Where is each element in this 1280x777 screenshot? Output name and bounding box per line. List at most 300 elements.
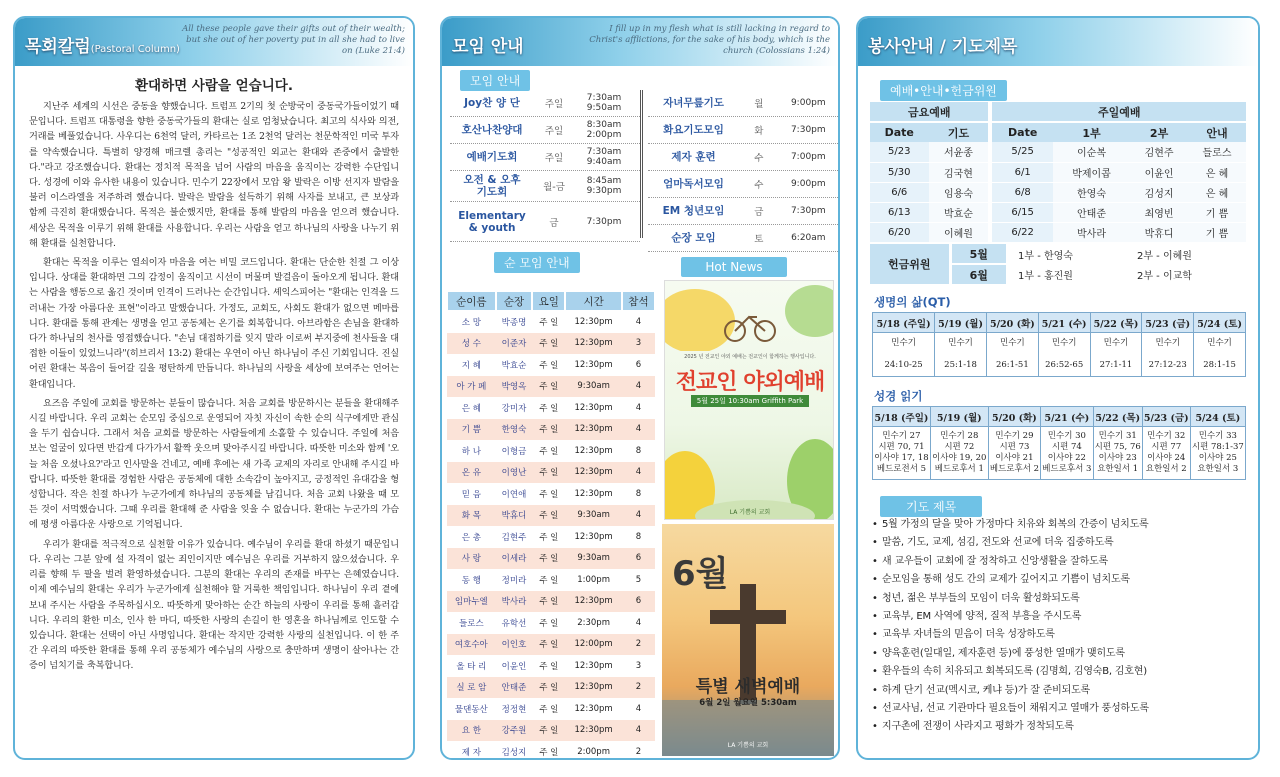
service-cell: 은 혜 [1188, 162, 1246, 182]
meeting-row [450, 90, 640, 117]
reading-line: 이사야 19, 20 [932, 453, 987, 463]
soon-cell: 제 자 [447, 741, 496, 760]
meeting-time: 7:00pm [790, 152, 826, 162]
meetings-pill: 모임 안내 [460, 70, 530, 91]
qt-book: 민수기 [1142, 333, 1194, 355]
soon-row [447, 634, 655, 656]
meeting-time: 8:30am 2:00pm [586, 120, 622, 140]
offering-second: 2부 - 이혜원 [1136, 250, 1192, 262]
soon-cell: 5 [622, 569, 655, 591]
reading-cell [873, 427, 931, 480]
qt-book: 민수기 [1090, 333, 1142, 355]
service-cell: 이윤인 [1130, 162, 1188, 182]
service-cell: 5/25 [990, 142, 1053, 162]
meeting-row [648, 90, 838, 117]
prayer-list [872, 516, 1248, 737]
pastor-column-title: 목회칼럼 [25, 37, 91, 57]
service-subheader: 기도 [929, 122, 991, 142]
prayer-pill: 기도 제목 [880, 496, 982, 517]
meeting-row [450, 202, 640, 242]
service-cell: 최영빈 [1130, 202, 1188, 222]
service-cell: 안태준 [1053, 202, 1130, 222]
soon-cell: 성 수 [447, 333, 496, 355]
soon-cell: 3 [622, 333, 655, 355]
service-cell: 6/13 [870, 202, 929, 222]
meeting-day: 주일 [544, 126, 564, 137]
soon-cell: 올 타 리 [447, 655, 496, 677]
soon-cell: 4 [622, 419, 655, 441]
meeting-time: 9:00pm [790, 98, 826, 108]
qt-book: 민수기 [1038, 333, 1090, 355]
reading-table [872, 406, 1246, 480]
reading-line: 시편 72 [944, 442, 975, 452]
soon-cell: 9:30am [565, 505, 622, 527]
soon-cell: 유학선 [496, 612, 533, 634]
service-cell: 들로스 [1188, 142, 1246, 162]
reading-line: 베드로전서 5 [876, 464, 927, 474]
soon-row [447, 440, 655, 462]
soon-cell: 4 [622, 505, 655, 527]
soon-cell: 이준자 [496, 333, 533, 355]
soon-cell: 임마누엘 [447, 591, 496, 613]
soon-cell: 12:30pm [565, 655, 622, 677]
meeting-time: 8:45am 9:30pm [586, 176, 622, 196]
dawn-service-poster [662, 524, 834, 756]
service-cell: 5/30 [870, 162, 929, 182]
qt-book: 민수기 [986, 333, 1038, 355]
soon-cell: 주 일 [532, 720, 565, 742]
soon-cell: 동 행 [447, 569, 496, 591]
qt-header: 5/18 (주일) [873, 313, 935, 333]
offering-table [870, 244, 1246, 284]
reading-cell [1190, 427, 1245, 480]
meeting-time: 9:00pm [790, 179, 826, 189]
service-cell: 김성지 [1130, 182, 1188, 202]
column-paragraph: 우리가 환대를 적극적으로 실천할 이유가 있습니다. 예수님이 우리를 환대 하셨기 때문입니다. 우리는 그분 앞에 설 자격이 없는 죄인이지만 예수님은 우리를 거부하지 않으셨습니다. 우리를 향해 두 팔을 벌려 환영하셨습니다. 그분의 환대는 우리의 존재를 바꾸는 은혜였습니다. 이제 예수님의 환대는 우리가 누군가에게 실천해야 할 거룩한 책임입니다. 하나님이 우리 곁에 보내 주시는 사람을 주목하십시오. 따뜻하게 맞아하는 순간 하늘의 사랑이 우리를 통해 흘러갑니다. 우리의 환한 미소, 인사 한 마디, 따뜻한 사랑의 손길이 한 영혼을 하나님께로 인도할 수 있습니다. 환대는 선택이 아닌 사명입니다. 환대는 작지만 강력한 사랑의 실천입니다. 이 한 주간 우리의 따뜻한 환대를 통해 우리 공동체가 예수님의 사랑으로 충만하며 생명이 살아나는 간증이 넘치기를 축복합니다. [29, 539, 399, 672]
soon-header: 참석 [622, 291, 655, 311]
meetings-header [442, 18, 838, 66]
reading-line: 시편 70, 71 [878, 442, 925, 452]
soon-cell: 주 일 [532, 462, 565, 484]
meeting-row [450, 171, 640, 202]
soon-row [447, 569, 655, 591]
reading-line: 민수기 31 [1098, 431, 1137, 441]
qt-header: 5/21 (수) [1038, 313, 1090, 333]
qt-book: 민수기 [935, 333, 987, 355]
prayer-item: • 지구촌에 전쟁이 사라지고 평화가 정착되도록 [872, 718, 1248, 736]
soon-cell: 주 일 [532, 354, 565, 376]
service-cell: 박사라 [1053, 222, 1130, 242]
soon-cell: 실 로 암 [447, 677, 496, 699]
qt-book: 민수기 [1194, 333, 1246, 355]
meeting-name: 예배기도회 [466, 151, 518, 163]
soon-cell: 12:30pm [565, 311, 622, 333]
soon-cell: 주 일 [532, 526, 565, 548]
soon-cell: 믿 음 [447, 483, 496, 505]
soon-cell: 12:30pm [565, 419, 622, 441]
soon-cell: 들로스 [447, 612, 496, 634]
soon-cell: 6 [622, 591, 655, 613]
qt-header: 5/24 (토) [1194, 313, 1246, 333]
soon-cell: 4 [622, 698, 655, 720]
reading-line: 시편 74 [1051, 442, 1082, 452]
meeting-day: 주일 [544, 99, 564, 110]
soon-cell: 12:30pm [565, 591, 622, 613]
soon-cell: 4 [622, 376, 655, 398]
meeting-name: 제자 훈련 [671, 151, 716, 163]
meeting-name: 엄마독서모임 [663, 178, 724, 190]
poster1-title: 전교인 야외예배 [675, 370, 825, 395]
soon-cell: 주 일 [532, 634, 565, 656]
poster2-title: 특별 새벽예배 [695, 677, 801, 697]
pastor-column-verse: All these people gave their gifts out of their wealth; but she out of her poverty put in all she had to live on (Luke 21:4) [182, 24, 405, 56]
reading-cell [930, 427, 988, 480]
reading-line: 민수기 30 [1047, 431, 1086, 441]
soon-cell: 박종명 [496, 311, 533, 333]
soon-cell: 9:30am [565, 548, 622, 570]
poster1-place: Griffith Park [761, 397, 804, 405]
soon-cell: 이인호 [496, 634, 533, 656]
meeting-time: 7:30pm [790, 125, 826, 135]
soon-cell: 박휴디 [496, 505, 533, 527]
qt-header: 5/20 (화) [986, 313, 1038, 333]
prayer-item: • 5월 가정의 달을 맞아 가정마다 치유와 회복의 간증이 넘치도록 [872, 516, 1248, 534]
meeting-time: 6:20am [791, 233, 826, 243]
service-cell: 박제이콥 [1053, 162, 1130, 182]
soon-cell: 주 일 [532, 311, 565, 333]
service-subheader: 1부 [1053, 122, 1130, 142]
soon-row [447, 612, 655, 634]
meeting-name: Joy찬 양 단 [464, 97, 520, 109]
soon-cell: 주 일 [532, 483, 565, 505]
soon-cell: 강미자 [496, 397, 533, 419]
soon-row [447, 397, 655, 419]
soon-cell: 12:30pm [565, 698, 622, 720]
soon-cell: 4 [622, 720, 655, 742]
soon-cell: 박사라 [496, 591, 533, 613]
prayer-item: • 새 교우들이 교회에 잘 정착하고 신앙생활을 잘하도록 [872, 553, 1248, 571]
soon-cell: 김현주 [496, 526, 533, 548]
soon-cell: 12:30pm [565, 462, 622, 484]
meeting-name: 화요기도모임 [663, 124, 724, 136]
service-cell: 박효순 [929, 202, 991, 222]
soon-cell: 화 목 [447, 505, 496, 527]
soon-cell: 한영숙 [496, 419, 533, 441]
prayer-item: • 말씀, 기도, 교제, 섬김, 전도와 선교에 더욱 집중하도록 [872, 534, 1248, 552]
pastor-column-heading: 환대하면 사람을 얻습니다. [135, 78, 293, 94]
meeting-day: 금 [754, 207, 764, 218]
meeting-name: 오전 & 오후 기도회 [463, 174, 521, 198]
reading-header: 5/18 (주일) [873, 407, 931, 427]
soon-cell: 정정현 [496, 698, 533, 720]
reading-line: 요한일서 2 [1145, 464, 1187, 474]
soon-cell: 8 [622, 483, 655, 505]
qt-title: 생명의 삶(QT) [874, 295, 951, 309]
soon-cell: 은 총 [447, 526, 496, 548]
service-subheader: Date [870, 122, 929, 142]
soon-row [447, 677, 655, 699]
pastor-column-body [15, 66, 413, 675]
soon-row [447, 698, 655, 720]
reading-line: 민수기 27 [882, 431, 921, 441]
soon-row [447, 311, 655, 333]
pastor-column-panel [13, 16, 415, 760]
service-subheader: 2부 [1130, 122, 1188, 142]
poster1-date: 5월 25일 10:30am [696, 397, 760, 405]
soon-cell: 12:30pm [565, 483, 622, 505]
qt-ref: 26:1-51 [986, 355, 1038, 377]
soon-cell: 주 일 [532, 419, 565, 441]
meeting-row [450, 117, 640, 144]
soon-row [447, 720, 655, 742]
service-cell: 5/23 [870, 142, 929, 162]
soon-cell: 온 유 [447, 462, 496, 484]
reading-line: 시편 73 [999, 442, 1030, 452]
reading-line: 이사야 22 [1047, 453, 1086, 463]
soon-cell: 기 쁨 [447, 419, 496, 441]
qt-ref: 26:52-65 [1038, 355, 1090, 377]
service-table [870, 102, 1246, 243]
soon-cell: 주 일 [532, 655, 565, 677]
meeting-row [648, 225, 838, 252]
soon-cell: 6 [622, 354, 655, 376]
prayer-item: • 하계 단기 선교(멕시코, 케냐 등)가 잘 준비되도록 [872, 682, 1248, 700]
pastor-column-header [15, 18, 413, 66]
offering-label: 헌금위원 [870, 244, 950, 284]
soon-cell: 12:30pm [565, 720, 622, 742]
meeting-name: 자녀무릎기도 [663, 97, 724, 109]
meetings-verse: I fill up in my flesh what is still lacking in regard to Christ's afflictions, for the sake of his body, which is the church (Colossians 1:24) [589, 24, 830, 56]
meeting-row [648, 144, 838, 171]
reading-header: 5/22 (목) [1093, 407, 1142, 427]
meeting-day: 금 [549, 217, 559, 229]
service-cell: 6/22 [990, 222, 1053, 242]
service-cell: 6/15 [990, 202, 1053, 222]
service-panel [856, 16, 1260, 760]
soon-row [447, 419, 655, 441]
meetings-right-list [648, 90, 838, 252]
soon-cell: 6 [622, 548, 655, 570]
soon-row [447, 741, 655, 760]
reading-line: 민수기 29 [995, 431, 1034, 441]
soon-cell: 12:00pm [565, 634, 622, 656]
poster2-month: 6월 [672, 554, 729, 594]
service-row [870, 202, 1246, 222]
soon-cell: 박영옥 [496, 376, 533, 398]
flowers-illustration [665, 421, 834, 520]
meeting-row [648, 117, 838, 144]
service-cell: 은 혜 [1188, 182, 1246, 202]
service-cell: 한영숙 [1053, 182, 1130, 202]
service-subheader: 안내 [1188, 122, 1246, 142]
service-cell: 김현주 [1130, 142, 1188, 162]
service-cell: 이혜원 [929, 222, 991, 242]
soon-cell: 은 혜 [447, 397, 496, 419]
soon-cell: 주 일 [532, 333, 565, 355]
meeting-day: 화 [754, 126, 764, 137]
soon-cell: 2 [622, 677, 655, 699]
outdoor-worship-poster [664, 280, 834, 520]
soon-cell: 주 일 [532, 376, 565, 398]
service-cell: 서윤종 [929, 142, 991, 162]
qt-header: 5/22 (목) [1090, 313, 1142, 333]
meeting-day: 수 [754, 180, 764, 191]
meetings-divider [640, 90, 643, 238]
soon-cell: 12:30pm [565, 677, 622, 699]
bicycle-illustration [665, 281, 834, 351]
service-cell: 박휴디 [1130, 222, 1188, 242]
reading-header: 5/23 (금) [1142, 407, 1190, 427]
offering-first: 1부 - 홍진원 [1018, 270, 1073, 282]
reading-header: 5/19 (월) [930, 407, 988, 427]
reading-line: 이사야 24 [1147, 453, 1186, 463]
service-cell: 6/6 [870, 182, 929, 202]
cross-illustration [662, 524, 834, 756]
prayer-item: • 교육부 자녀들의 믿음이 더욱 성장하도록 [872, 626, 1248, 644]
prayer-item: • 양육훈련(일대일, 제자훈련 등)에 풍성한 열매가 맺히도록 [872, 645, 1248, 663]
service-row [870, 142, 1246, 162]
meeting-day: 월-금 [543, 182, 565, 193]
soon-row [447, 505, 655, 527]
soon-cell: 주 일 [532, 612, 565, 634]
reading-line: 민수기 28 [940, 431, 979, 441]
service-cell: 6/8 [990, 182, 1053, 202]
offering-second: 2부 - 이교학 [1136, 270, 1192, 282]
soon-header: 요일 [532, 291, 565, 311]
prayer-item: • 환우들의 속히 치유되고 회복되도록 (김명희, 김영숙B, 김호현) [872, 663, 1248, 681]
meeting-row [450, 144, 640, 171]
soon-cell: 4 [622, 612, 655, 634]
soon-cell: 안태준 [496, 677, 533, 699]
offering-month: 5월 [950, 244, 1006, 264]
poster2-org: LA 기쁨의 교회 [727, 742, 769, 749]
prayer-item: • 선교사님, 선교 기관마다 필요들이 채워지고 열매가 풍성하도록 [872, 700, 1248, 718]
soon-cell: 아 가 페 [447, 376, 496, 398]
meeting-name: Elementary & youth [458, 209, 526, 234]
soon-row [447, 376, 655, 398]
meeting-time: 7:30am 9:50am [586, 93, 622, 113]
meeting-name: 호산나찬양대 [461, 124, 523, 136]
soon-table [446, 290, 656, 760]
soon-header: 순이름 [447, 291, 496, 311]
soon-cell: 12:30pm [565, 440, 622, 462]
service-cell: 기 쁨 [1188, 202, 1246, 222]
soon-cell: 주 일 [532, 569, 565, 591]
prayer-item: • 교육부, EM 사역에 양적, 질적 부흥을 주시도록 [872, 608, 1248, 626]
reading-line: 시편 77 [1151, 442, 1182, 452]
soon-cell: 주 일 [532, 397, 565, 419]
service-cell: 이순복 [1053, 142, 1130, 162]
reading-line: 민수기 32 [1147, 431, 1186, 441]
soon-row [447, 333, 655, 355]
service-title: 봉사안내 / 기도제목 [868, 37, 1018, 57]
soon-cell: 이형금 [496, 440, 533, 462]
soon-cell: 지 혜 [447, 354, 496, 376]
qt-table [872, 312, 1246, 377]
poster1-small-text: 2025 년 전교인 야외 예배는 전교인이 함께하는 행사입니다. [684, 354, 816, 360]
reading-line: 베드로후서 1 [934, 464, 984, 474]
meeting-day: 토 [754, 234, 764, 245]
meeting-time: 7:30am 9:40am [586, 147, 622, 167]
offering-first: 1부 - 한영숙 [1018, 250, 1073, 262]
prayer-item: • 순모임을 통해 성도 간의 교제가 깊어지고 기쁨이 넘치도록 [872, 571, 1248, 589]
meeting-time: 7:30pm [790, 206, 826, 216]
meeting-day: 주일 [544, 153, 564, 164]
soon-cell: 주 일 [532, 591, 565, 613]
meeting-name: 순장 모임 [671, 232, 716, 244]
reading-line: 이사야 25 [1198, 453, 1237, 463]
meetings-panel [440, 16, 840, 760]
soon-row [447, 526, 655, 548]
friday-service-header: 금요예배 [870, 102, 990, 122]
soon-row [447, 462, 655, 484]
soon-cell: 사 랑 [447, 548, 496, 570]
service-cell: 6/1 [990, 162, 1053, 182]
soon-cell: 이영난 [496, 462, 533, 484]
soon-row [447, 655, 655, 677]
reading-line: 시편 75, 76 [1094, 442, 1141, 452]
reading-cell [1041, 427, 1093, 480]
soon-header: 순장 [496, 291, 533, 311]
soon-cell: 이세라 [496, 548, 533, 570]
service-cell: 기 쁨 [1188, 222, 1246, 242]
soon-cell: 1:00pm [565, 569, 622, 591]
soon-header: 시간 [565, 291, 622, 311]
service-row [870, 222, 1246, 242]
meeting-day: 수 [754, 153, 764, 164]
soon-row [447, 591, 655, 613]
service-row [870, 182, 1246, 202]
qt-header: 5/19 (월) [935, 313, 987, 333]
poster2-date: 6월 2일 월요일 5:30am [699, 698, 797, 708]
prayer-item: • 청년, 젊은 부부들의 모임이 더욱 활성화되도록 [872, 590, 1248, 608]
qt-ref: 27:12-23 [1142, 355, 1194, 377]
reading-header: 5/20 (화) [988, 407, 1040, 427]
reading-header: 5/24 (토) [1190, 407, 1245, 427]
soon-cell: 박효순 [496, 354, 533, 376]
service-header [858, 18, 1258, 66]
service-cell: 임용숙 [929, 182, 991, 202]
soon-cell: 소 망 [447, 311, 496, 333]
qt-header: 5/23 (금) [1142, 313, 1194, 333]
soon-cell: 2:30pm [565, 612, 622, 634]
column-paragraph: 요즈음 주일에 교회를 방문하는 분들이 많습니다. 처음 교회를 방문하시는 분들을 환대해주시길 바랍니다. 우리 교회는 순모임 중심으로 운영되어 자칫 자신이 속한 순의 식구에게만 관심을 두기 쉽습니다. 그래서 처음 교회를 방문하는 사람들에게 소홀할 수 있습니다. 주일에 처음 보는 얼굴이 있다면 반갑게 다가가서 활짝 웃으며 맞아주시길 바랍니다. 따뜻한 미소와 함께 '오늘 처음 오셨나요?'라고 인사말을 건네고, 예배 후에는 새 가족 교제의 자리로 안내해 주시길 바랍니다. 따뜻한 환대를 경험한 사람은 공동체에 대한 소속감이 높아지고, 긍정적인 유대감을 형성합니다. 작은 친절 하나가 누군가에게 하나님의 공동체를 남깁니다. 처음 교회 나왔을 때 모든 것이 서먹했습니다. 그때 우리를 환대해 준 사람을 잊을 수 없습니다. 환대는 누군가의 가슴에 평생 아름다운 사랑으로 기억됩니다. [29, 398, 399, 531]
reading-line: 이사야 17, 18 [874, 453, 929, 463]
soon-cell: 여호수아 [447, 634, 496, 656]
soon-cell: 주 일 [532, 548, 565, 570]
poster1-org: LA 기쁨의 교회 [729, 509, 771, 516]
soon-cell: 주 일 [532, 505, 565, 527]
soon-cell: 12:30pm [565, 526, 622, 548]
reading-line: 이사야 23 [1098, 453, 1137, 463]
meeting-time: 7:30pm [586, 216, 622, 227]
qt-ref: 27:1-11 [1090, 355, 1142, 377]
soon-cell: 8 [622, 526, 655, 548]
meetings-title: 모임 안내 [452, 37, 524, 57]
reading-cell [1093, 427, 1142, 480]
reading-cell [1142, 427, 1190, 480]
soon-cell: 이연애 [496, 483, 533, 505]
soon-cell: 9:30am [565, 376, 622, 398]
soon-cell: 2 [622, 741, 655, 760]
qt-book: 민수기 [873, 333, 935, 355]
meetings-left-list [450, 90, 640, 242]
soon-cell: 주 일 [532, 698, 565, 720]
soon-cell: 주 일 [532, 440, 565, 462]
service-cell: 김국현 [929, 162, 991, 182]
reading-cell [988, 427, 1040, 480]
soon-row [447, 548, 655, 570]
